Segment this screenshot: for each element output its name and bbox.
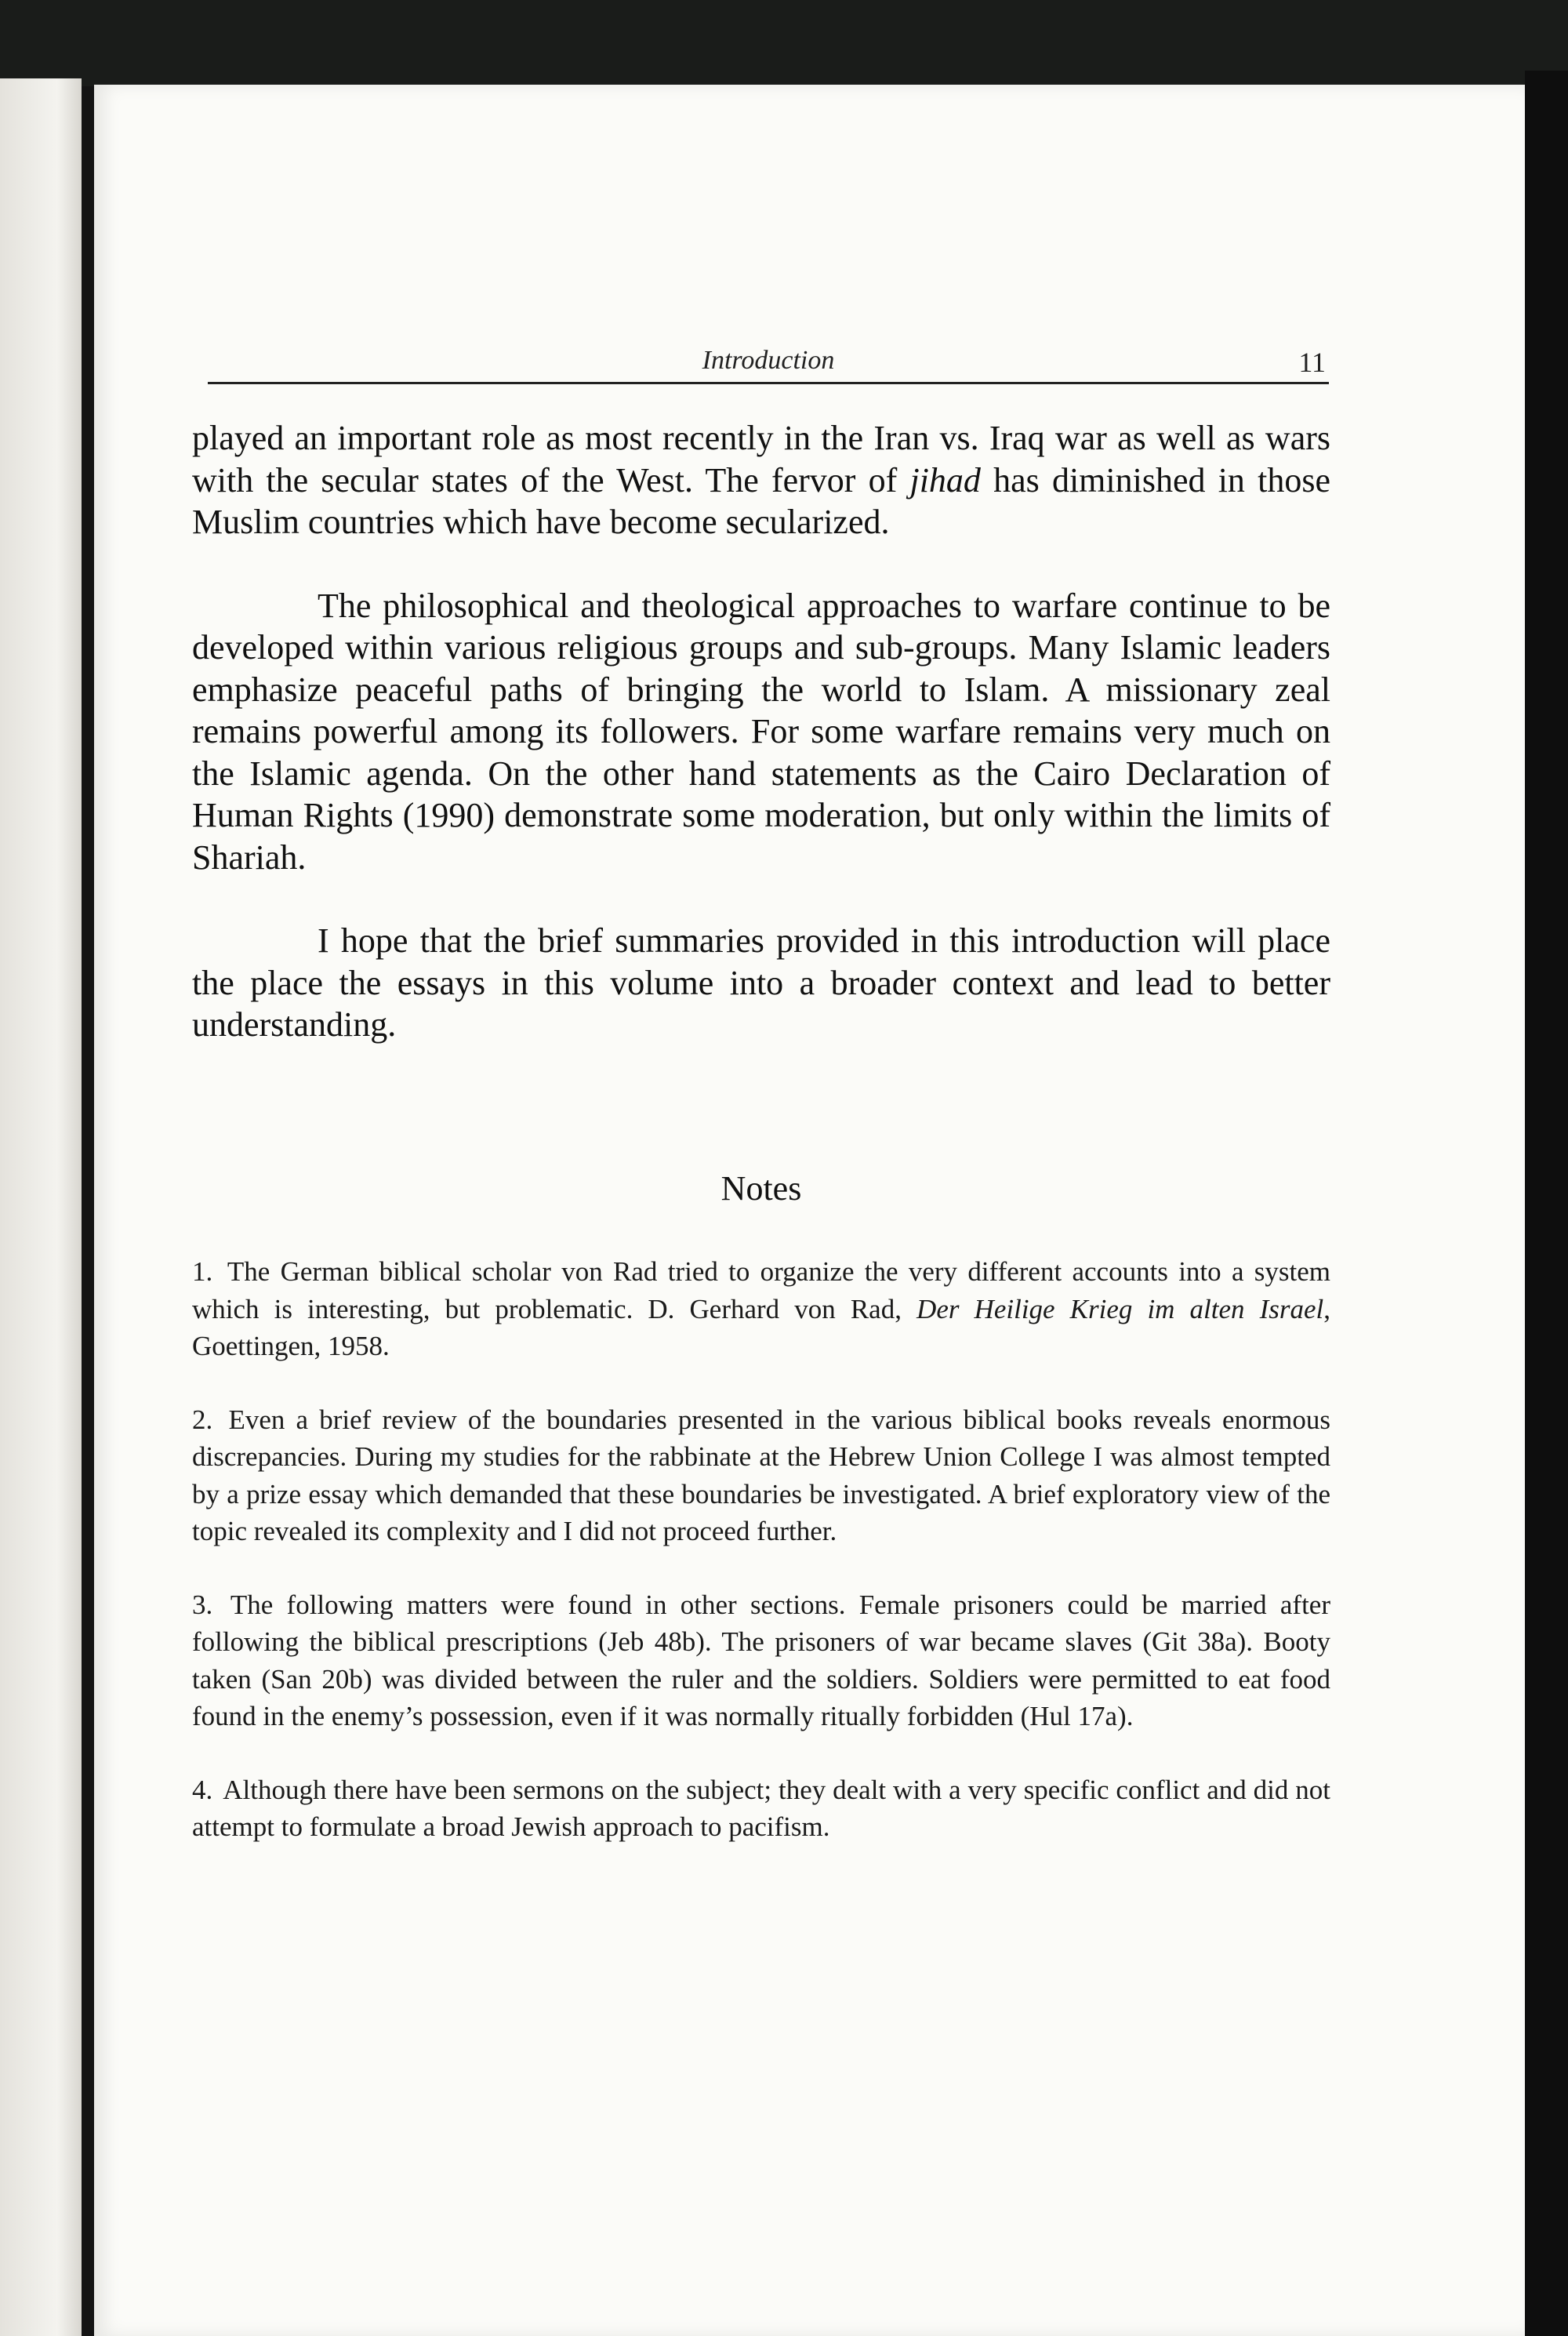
note-4 xyxy=(192,1771,1330,1846)
scanner-background xyxy=(0,0,1568,86)
notes-heading: Notes xyxy=(720,1169,802,1208)
note-text: Although there have been sermons on the subject; they dealt with a very specific conflict and did not attempt to formulate a broad Jewish approach to pacifism. xyxy=(192,1774,1330,1842)
page-number: 11 xyxy=(1298,347,1326,378)
running-title: Introduction xyxy=(702,346,835,375)
running-header xyxy=(208,343,1329,384)
jihad-term: jihad xyxy=(909,460,981,500)
page-right-edge xyxy=(1525,71,1568,2336)
paragraph-2: The philosophical and theological approaches to warfare continue to be developed within various religious groups and sub-groups. Many Islamic leaders emphasize peaceful paths of bringing the world to Islam. A missionary zeal remains powerful among its followers. For some warfare remains very much on the Islamic agenda. On the other hand statements as the Cairo Declaration of Human Rights (1990) demonstrate some moderation, but only within the limits of Shariah. xyxy=(192,586,1330,877)
main-text xyxy=(192,417,1330,1088)
note-number: 4. xyxy=(192,1774,213,1805)
paragraph-1 xyxy=(192,417,1330,543)
note-text: The German biblical scholar von Rad tried to organize the very different accounts into a system which is interesting, but problematic. D. Gerhard von Rad, xyxy=(192,1256,1330,1324)
paragraph-1-start: played an important role as most recently in the Iran vs. Iraq war as well as wars with the secular states of the West. The fervor of xyxy=(192,419,1330,500)
note-3 xyxy=(192,1586,1330,1735)
note-text-end: , Goettingen, 1958. xyxy=(192,1293,1331,1361)
facing-page-edge xyxy=(0,78,82,2336)
paragraph-3: I hope that the brief summaries provided in this introduction will place the place the essays in this volume into a broader context and lead to better understanding. xyxy=(192,921,1330,1044)
note-text: The following matters were found in other sections. Female prisoners could be married after following the biblical prescriptions (Jeb 48b). The prisoners of war became slaves (Git 38a). Booty taken (San 20b) was divided between the ruler and the soldiers. Soldiers were permitted to eat food found in the enemy’s possession, even if it was normally ritually forbidden (Hul 17a). xyxy=(192,1589,1330,1731)
note-text: Even a brief review of the boundaries presented in the various biblical books reveals enormous discrepancies. During my studies for the rabbinate at the Hebrew Union College I was almost tempted by a prize essay which demanded that these boundaries be investigated. A brief exploratory view of the topic revealed its complexity and I did not proceed further. xyxy=(192,1404,1331,1546)
note-2 xyxy=(192,1401,1330,1550)
note-1 xyxy=(192,1253,1330,1365)
note-number: 3. xyxy=(192,1589,213,1620)
note-number: 1. xyxy=(192,1256,213,1287)
notes-list xyxy=(192,1253,1330,1882)
paragraph-1-end: has diminished in those Muslim countries which have become secularized. xyxy=(192,460,1330,541)
book-title: Der Heilige Krieg im alten Israel xyxy=(916,1293,1324,1324)
note-number: 2. xyxy=(192,1404,213,1435)
